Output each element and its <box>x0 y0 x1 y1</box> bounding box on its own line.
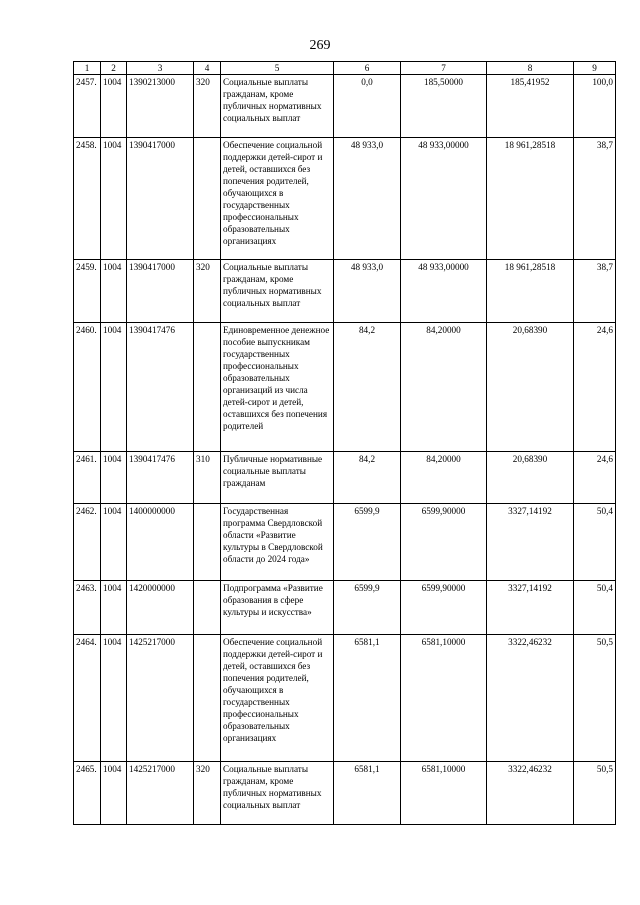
approved-amount: 6581,1 <box>334 762 401 825</box>
section-code: 1004 <box>101 75 127 138</box>
approved-amount: 0,0 <box>334 75 401 138</box>
approved-amount: 6599,9 <box>334 581 401 635</box>
executed-amount: 3322,46232 <box>487 762 574 825</box>
execution-percent: 100,0 <box>574 75 616 138</box>
table-row <box>74 323 616 452</box>
table-row <box>74 75 616 138</box>
row-number: 2464. <box>74 635 101 762</box>
executed-amount: 18 961,28518 <box>487 138 574 260</box>
column-header: 6 <box>334 62 401 75</box>
expense-type-code <box>194 635 221 762</box>
approved-amount: 6599,9 <box>334 504 401 581</box>
row-number: 2465. <box>74 762 101 825</box>
table-row <box>74 138 616 260</box>
section-code: 1004 <box>101 260 127 323</box>
section-code: 1004 <box>101 581 127 635</box>
target-article-code: 1390417476 <box>127 452 194 504</box>
column-header: 7 <box>401 62 487 75</box>
approved-amount: 84,2 <box>334 452 401 504</box>
row-number: 2459. <box>74 260 101 323</box>
execution-percent: 24,6 <box>574 323 616 452</box>
table-row <box>74 260 616 323</box>
executed-amount: 20,68390 <box>487 323 574 452</box>
executed-amount: 18 961,28518 <box>487 260 574 323</box>
section-code: 1004 <box>101 452 127 504</box>
target-article-code: 1420000000 <box>127 581 194 635</box>
section-code: 1004 <box>101 762 127 825</box>
approved-amount: 6581,1 <box>334 635 401 762</box>
target-article-code: 1400000000 <box>127 504 194 581</box>
executed-amount: 3322,46232 <box>487 635 574 762</box>
section-code: 1004 <box>101 504 127 581</box>
planned-amount: 6581,10000 <box>401 635 487 762</box>
column-header: 8 <box>487 62 574 75</box>
row-number: 2460. <box>74 323 101 452</box>
item-name: Социальные выплаты гражданам, кроме публичных нормативных социальных выплат <box>221 260 334 323</box>
execution-percent: 38,7 <box>574 138 616 260</box>
item-name: Единовременное денежное пособие выпускникам государственных профессиональных образовательных организаций из числа детей-сирот и детей, оставшихся без попечения родителей <box>221 323 334 452</box>
expense-type-code <box>194 323 221 452</box>
executed-amount: 20,68390 <box>487 452 574 504</box>
section-code: 1004 <box>101 323 127 452</box>
item-name: Социальные выплаты гражданам, кроме публичных нормативных социальных выплат <box>221 75 334 138</box>
expense-type-code: 310 <box>194 452 221 504</box>
section-code: 1004 <box>101 138 127 260</box>
executed-amount: 185,41952 <box>487 75 574 138</box>
execution-percent: 50,4 <box>574 581 616 635</box>
item-name: Публичные нормативные социальные выплаты гражданам <box>221 452 334 504</box>
row-number: 2457. <box>74 75 101 138</box>
expense-type-code <box>194 138 221 260</box>
expense-type-code <box>194 581 221 635</box>
planned-amount: 48 933,00000 <box>401 138 487 260</box>
table-row <box>74 452 616 504</box>
execution-percent: 24,6 <box>574 452 616 504</box>
approved-amount: 48 933,0 <box>334 260 401 323</box>
execution-percent: 50,5 <box>574 635 616 762</box>
planned-amount: 6581,10000 <box>401 762 487 825</box>
target-article-code: 1425217000 <box>127 635 194 762</box>
row-number: 2463. <box>74 581 101 635</box>
row-number: 2461. <box>74 452 101 504</box>
column-header: 5 <box>221 62 334 75</box>
budget-table <box>73 61 616 825</box>
column-header: 9 <box>574 62 616 75</box>
expense-type-code <box>194 504 221 581</box>
page-number: 269 <box>309 38 331 53</box>
column-header: 2 <box>101 62 127 75</box>
section-code: 1004 <box>101 635 127 762</box>
column-header: 1 <box>74 62 101 75</box>
row-number: 2458. <box>74 138 101 260</box>
target-article-code: 1390417000 <box>127 138 194 260</box>
executed-amount: 3327,14192 <box>487 504 574 581</box>
planned-amount: 84,20000 <box>401 323 487 452</box>
target-article-code: 1425217000 <box>127 762 194 825</box>
header-row <box>74 62 616 75</box>
execution-percent: 38,7 <box>574 260 616 323</box>
executed-amount: 3327,14192 <box>487 581 574 635</box>
target-article-code: 1390417000 <box>127 260 194 323</box>
target-article-code: 1390213000 <box>127 75 194 138</box>
column-header: 4 <box>194 62 221 75</box>
item-name: Обеспечение социальной поддержки детей-сирот и детей, оставшихся без попечения родителей, обучающихся в государственных профессиональных образовательных организациях <box>221 635 334 762</box>
execution-percent: 50,5 <box>574 762 616 825</box>
table-row <box>74 504 616 581</box>
planned-amount: 84,20000 <box>401 452 487 504</box>
table-row <box>74 635 616 762</box>
row-number: 2462. <box>74 504 101 581</box>
item-name: Подпрограмма «Развитие образования в сфере культуры и искусства» <box>221 581 334 635</box>
item-name: Социальные выплаты гражданам, кроме публичных нормативных социальных выплат <box>221 762 334 825</box>
table-row <box>74 581 616 635</box>
approved-amount: 84,2 <box>334 323 401 452</box>
execution-percent: 50,4 <box>574 504 616 581</box>
planned-amount: 48 933,00000 <box>401 260 487 323</box>
table-row <box>74 762 616 825</box>
column-header: 3 <box>127 62 194 75</box>
planned-amount: 6599,90000 <box>401 581 487 635</box>
expense-type-code: 320 <box>194 75 221 138</box>
expense-type-code: 320 <box>194 260 221 323</box>
planned-amount: 6599,90000 <box>401 504 487 581</box>
item-name: Обеспечение социальной поддержки детей-сирот и детей, оставшихся без попечения родителей, обучающихся в государственных профессиональных образовательных организациях <box>221 138 334 260</box>
approved-amount: 48 933,0 <box>334 138 401 260</box>
planned-amount: 185,50000 <box>401 75 487 138</box>
target-article-code: 1390417476 <box>127 323 194 452</box>
expense-type-code: 320 <box>194 762 221 825</box>
item-name: Государственная программа Свердловской области «Развитие культуры в Свердловской области до 2024 года» <box>221 504 334 581</box>
